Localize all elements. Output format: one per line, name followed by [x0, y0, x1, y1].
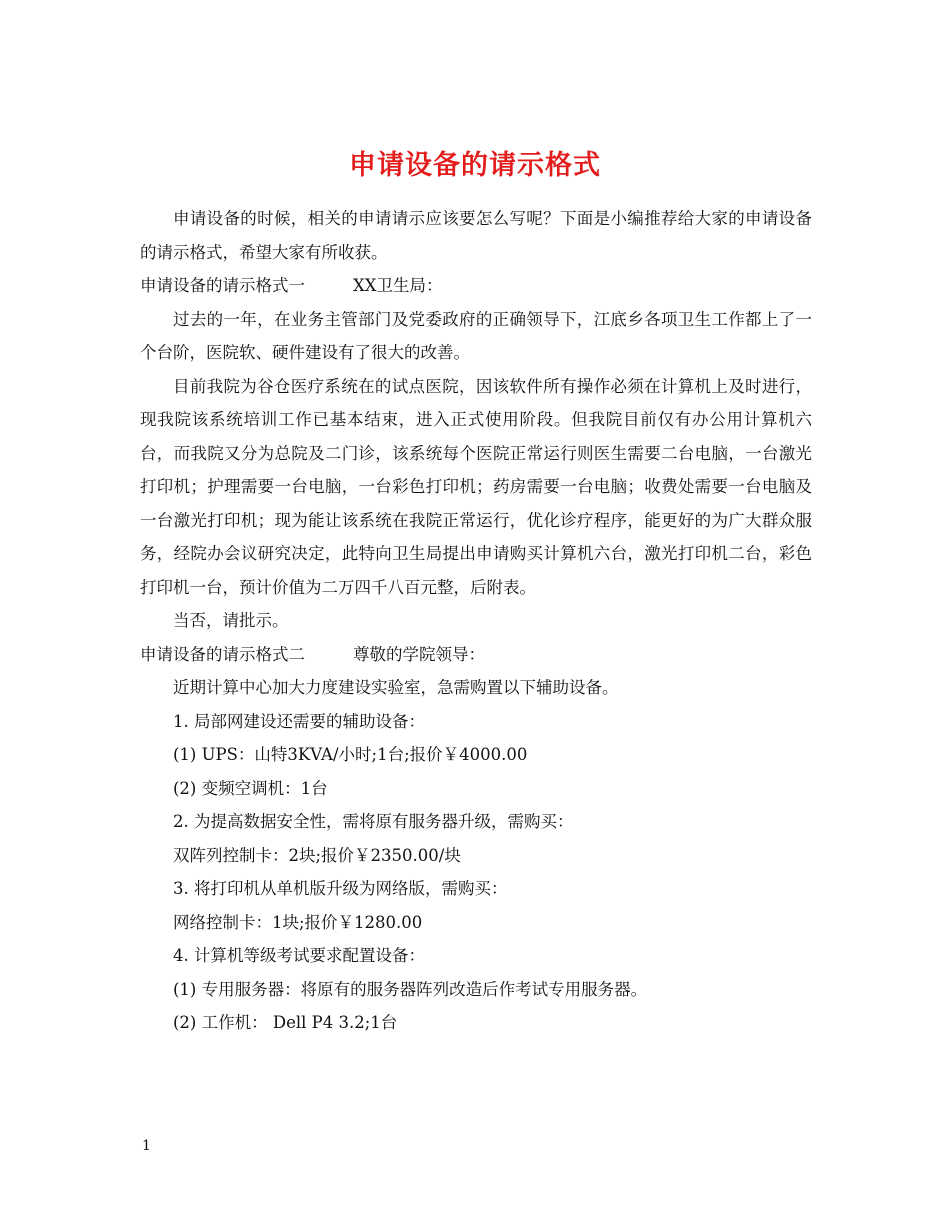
- page-number: 1: [142, 1138, 151, 1154]
- section2-line-4: (2) 变频空调机：1台: [173, 778, 328, 798]
- section2-line-5: 2. 为提高数据安全性，需将原有服务器升级，需购买：: [173, 812, 574, 831]
- section1-heading: 申请设备的请示格式一: [140, 276, 305, 295]
- section2-line-6: 双阵列控制卡：2块;报价￥2350.00/块: [173, 845, 461, 865]
- section2-line-3: (1) UPS：山特3KVA/小时;1台;报价￥4000.00: [173, 745, 528, 764]
- document-body: [140, 202, 812, 1040]
- section2-line-11: (2) 工作机： Dell P4 3.2;1台: [173, 1013, 398, 1032]
- section2-line-7: 3. 将打印机从单机版升级为网络版，需购买：: [173, 879, 508, 898]
- section2-recipient: 尊敬的学院领导：: [353, 644, 485, 664]
- section2-line-10: (1) 专用服务器：将原有的服务器阵列改造后作考试专用服务器。: [173, 979, 648, 999]
- section2-heading: 申请设备的请示格式二: [140, 644, 305, 664]
- section2-line-2: 1. 局部网建设还需要的辅助设备：: [173, 711, 425, 731]
- section1-paragraph-2: 目前我院为谷仓医疗系统在的试点医院，因该软件所有操作必须在计算机上及时进行，现我院该系统培训工作已基本结束，进入正式使用阶段。但我院目前仅有办公用计算机六台，而我院又分为总院及二门诊，该系统每个医院正常运行则医生需要二台电脑，一台激光打印机；护理需要一台电脑，一台彩色打印机；药房需要一台电脑；收费处需要一台电脑及一台激光打印机；现为能让该系统在我院正常运行，优化诊疗程序，能更好的为广大群众服务，经院办会议研究决定，此特向卫生局提出申请购买计算机六台，激光打印机二台，彩色打印机一台，预计价值为二万四千八百元整，后附表。: [140, 376, 812, 597]
- section1-heading-line: [140, 269, 812, 303]
- section1-recipient: XX卫生局：: [353, 276, 443, 295]
- section2-line-9: 4. 计算机等级考试要求配置设备：: [173, 946, 425, 965]
- section2-line-8: 网络控制卡：1块;报价￥1280.00: [173, 912, 423, 932]
- intro-paragraph: 申请设备的时候，相关的申请请示应该要怎么写呢？下面是小编推荐给大家的申请设备的请示格式，希望大家有所收获。: [140, 209, 812, 262]
- section2-heading-line: [140, 638, 812, 672]
- section1-paragraph-3: 当否，请批示。: [173, 611, 289, 630]
- section1-paragraph-1: 过去的一年，在业务主管部门及党委政府的正确领导下，江底乡各项卫生工作都上了一个台阶，医院软、硬件建设有了很大的改善。: [140, 309, 812, 362]
- section2-line-1: 近期计算中心加大力度建设实验室，急需购置以下辅助设备。: [173, 678, 619, 697]
- document-title: 申请设备的请示格式: [349, 150, 601, 182]
